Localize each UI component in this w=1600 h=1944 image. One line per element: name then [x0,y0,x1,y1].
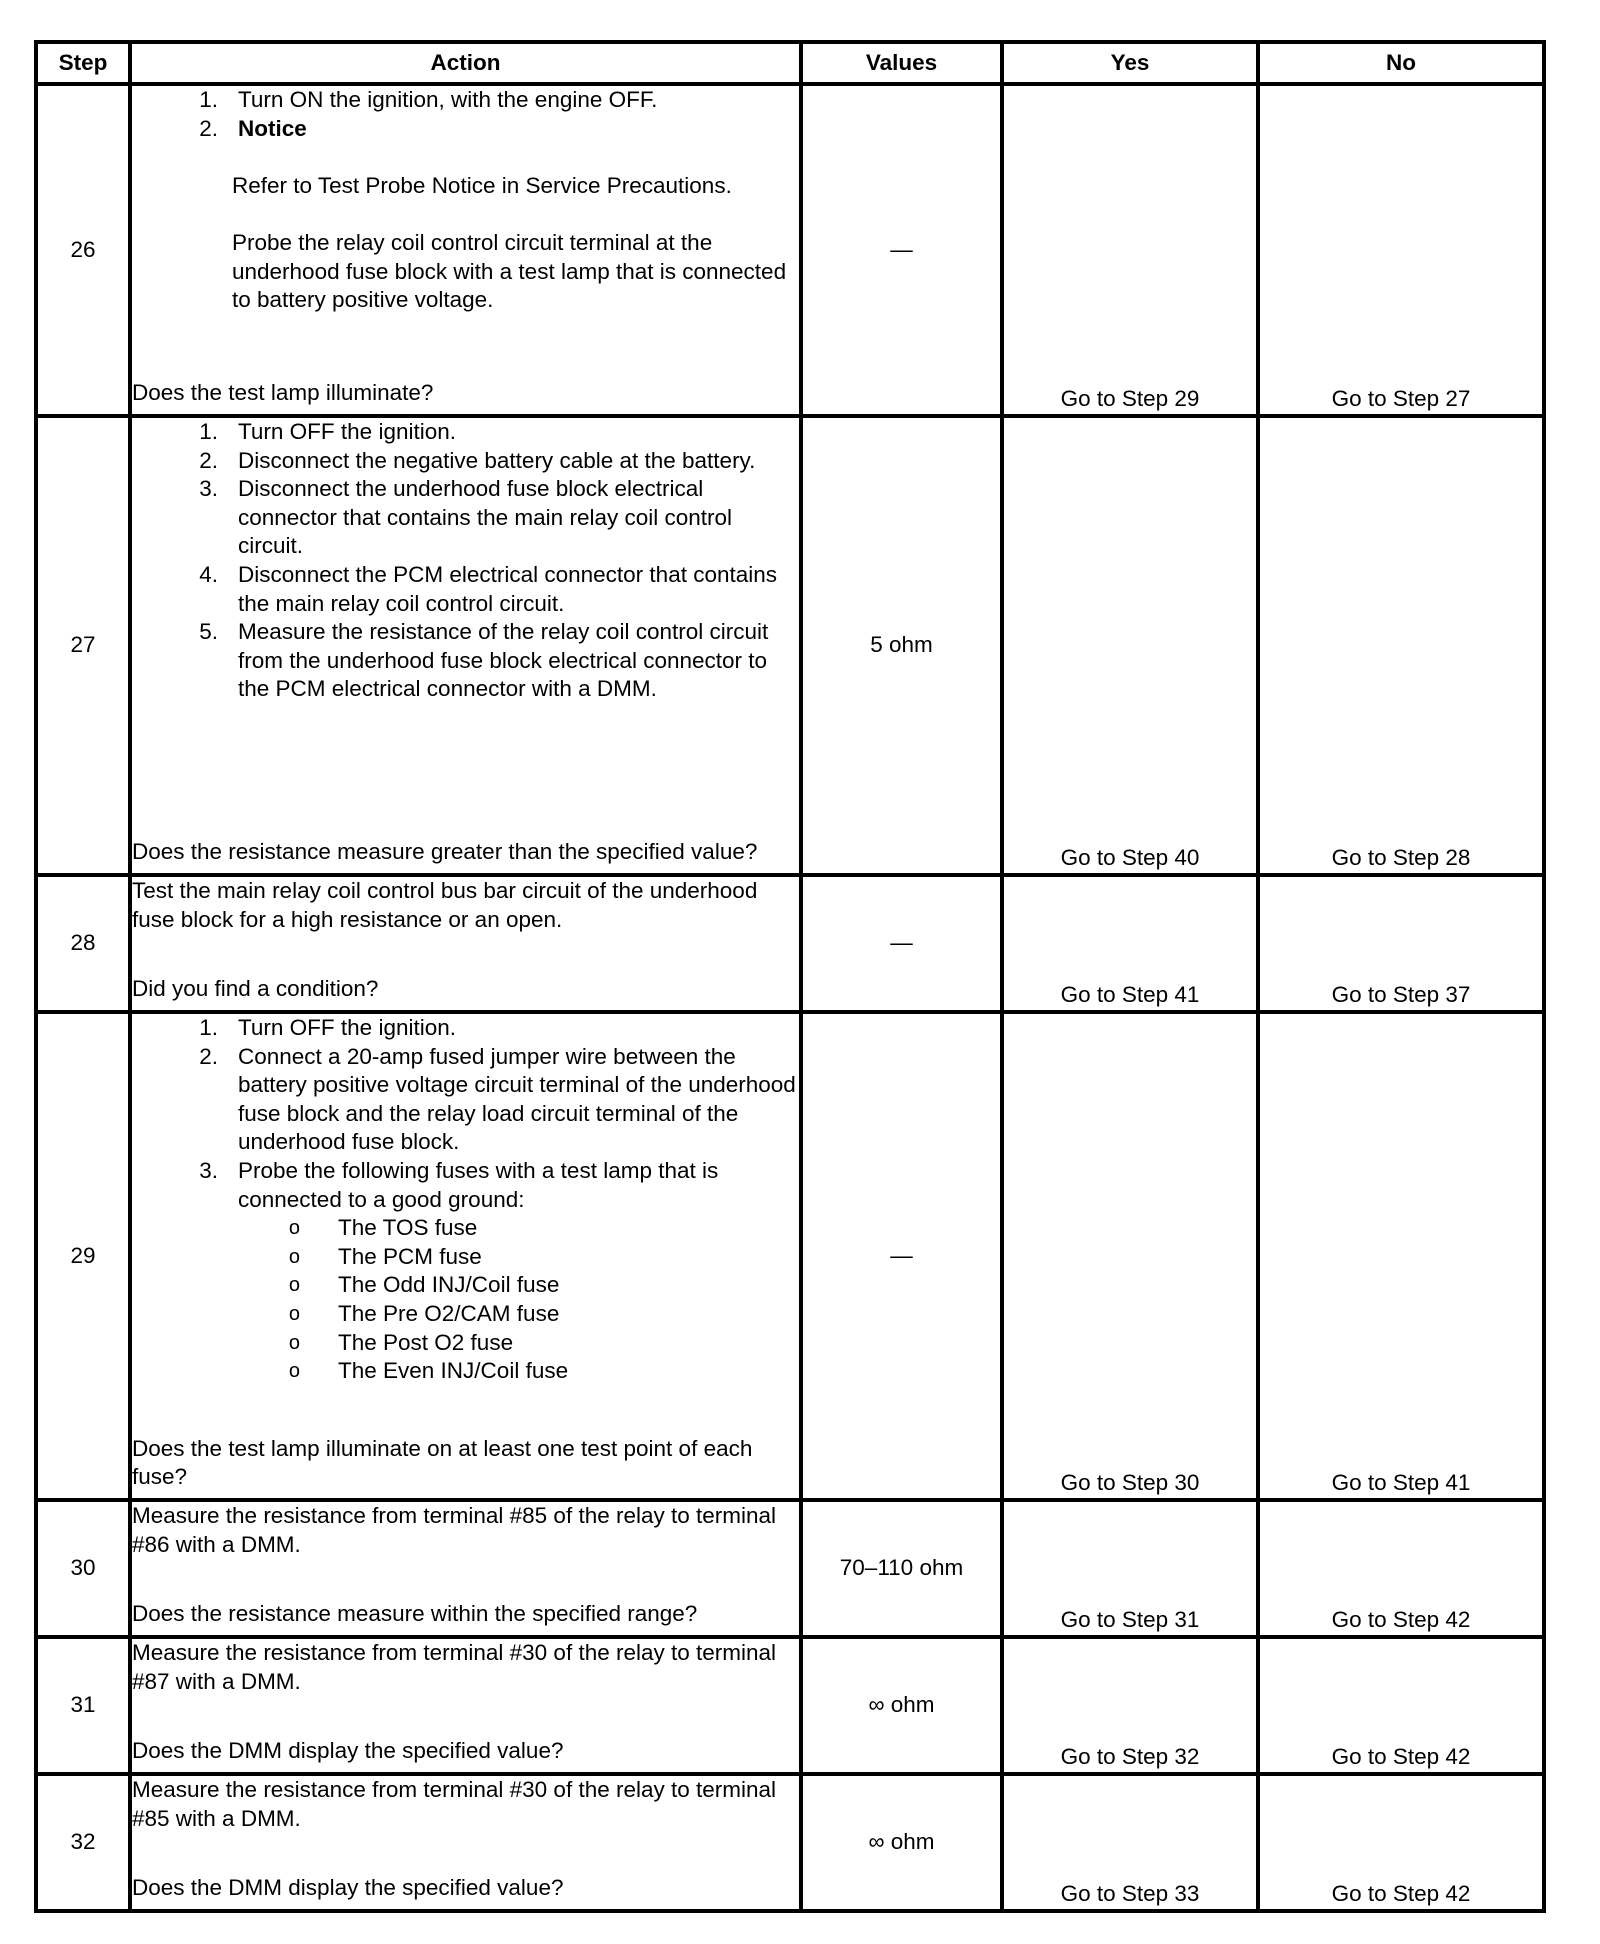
action-cell [130,1637,801,1774]
item-number: 1. [199,419,218,444]
value-cell: — [801,1012,1002,1500]
fuse-item [132,1214,799,1243]
question-text: Did you find a condition? [132,976,379,1002]
no-action: Go to Step 42 [1258,1774,1544,1911]
fuse-item [132,1271,799,1300]
item-text: Disconnect the PCM electrical connector that contains the main relay coil control circuit. [238,561,778,616]
no-action: Go to Step 28 [1258,416,1544,875]
header-yes: Yes [1002,42,1258,84]
notice-heading: Notice [238,115,307,141]
list-item [132,618,799,704]
item-number: 2. [199,1043,218,1069]
action-cell [130,84,801,416]
value-cell: ∞ ohm [801,1774,1002,1911]
fuse-name: The Post O2 fuse [338,1329,514,1355]
yes-action: Go to Step 29 [1002,84,1258,416]
no-action: Go to Step 42 [1258,1637,1544,1774]
step-number: 30 [36,1500,130,1637]
item-text: Turn OFF the ignition. [238,1015,457,1040]
list-item [132,418,799,447]
action-cell [130,1774,801,1911]
fuse-name: The PCM fuse [338,1243,482,1269]
table-row [36,875,1544,1012]
item-text: Turn ON the ignition, with the engine OFF. [238,87,658,112]
fuse-item [132,1357,799,1386]
fuse-name: The Odd INJ/Coil fuse [338,1272,560,1298]
bullet-icon: o [288,1217,300,1240]
header-row [36,42,1544,84]
step-number: 28 [36,875,130,1012]
item-number: 1. [199,1015,218,1040]
item-text: Disconnect the underhood fuse block electrical connector that contains the main relay coil control circuit. [238,476,733,559]
question-text: Does the DMM display the specified value? [132,1738,564,1764]
question-text: Does the resistance measure greater than the specified value? [132,839,758,865]
yes-action: Go to Step 41 [1002,875,1258,1012]
item-text: Turn OFF the ignition. [238,419,457,444]
table-row [36,1500,1544,1637]
action-cell [130,875,801,1012]
item-number: 2. [199,447,218,473]
value-cell: 70–110 ohm [801,1500,1002,1637]
action-text: Measure the resistance from terminal #85 of the relay to terminal #86 with a DMM. [132,1503,777,1557]
item-number: 4. [199,561,218,587]
question-text: Does the DMM display the specified value? [132,1875,564,1901]
item-text: Connect a 20-amp fused jumper wire between the battery positive voltage circuit terminal of the underhood fuse block and the relay load circuit terminal of the underhood fuse block. [238,1043,796,1155]
step-number: 32 [36,1774,130,1911]
question-text: Does the resistance measure within the specified range? [132,1601,698,1627]
action-cell [130,1500,801,1637]
fuse-item [132,1300,799,1329]
question-text: Does the test lamp illuminate? [132,380,434,406]
list-item [132,561,799,618]
no-action: Go to Step 42 [1258,1500,1544,1637]
list-item [132,475,799,561]
question-text: Does the test lamp illuminate on at least one test point of each fuse? [132,1435,753,1490]
item-number: 2. [199,115,218,141]
item-number: 5. [199,619,218,645]
item-number: 3. [199,476,218,502]
bullet-icon: o [288,1360,300,1383]
action-text: Measure the resistance from terminal #30 of the relay to terminal #85 with a DMM. [132,1777,777,1831]
fuse-item [132,1329,799,1358]
bullet-icon: o [288,1302,300,1325]
item-text: Probe the following fuses with a test lamp that is connected to a good ground: [238,1157,719,1212]
step-number: 26 [36,84,130,416]
list-item [132,1043,799,1157]
item-number: 3. [199,1157,218,1183]
list-item [132,115,799,144]
action-text: Test the main relay coil control bus bar circuit of the underhood fuse block for a high resistance or an open. [132,878,758,932]
table-row [36,1012,1544,1500]
list-item [132,1157,799,1214]
fuse-name: The Even INJ/Coil fuse [338,1358,569,1384]
no-action: Go to Step 27 [1258,84,1544,416]
probe-instruction: Probe the relay coil control circuit terminal at the underhood fuse block with a test lamp that is connected to battery positive voltage. [232,229,787,313]
no-action: Go to Step 41 [1258,1012,1544,1500]
step-number: 27 [36,416,130,875]
bullet-icon: o [288,1245,300,1268]
item-number: 1. [199,87,218,112]
value-cell: — [801,84,1002,416]
list-item [132,1014,799,1043]
list-item [132,86,799,115]
fuse-item [132,1243,799,1272]
action-cell [130,1012,801,1500]
yes-action: Go to Step 40 [1002,416,1258,875]
table-row [36,84,1544,416]
header-values: Values [801,42,1002,84]
fuse-name: The Pre O2/CAM fuse [338,1300,560,1326]
diagnostic-table [34,40,1546,1913]
yes-action: Go to Step 30 [1002,1012,1258,1500]
item-text: Measure the resistance of the relay coil control circuit from the underhood fuse block electrical connector to the PCM electrical connector with a DMM. [238,619,769,702]
value-cell: — [801,875,1002,1012]
item-text: Disconnect the negative battery cable at the battery. [238,447,756,473]
header-no: No [1258,42,1544,84]
notice-text: Refer to Test Probe Notice in Service Precautions. [232,172,732,198]
step-number: 31 [36,1637,130,1774]
value-cell: ∞ ohm [801,1637,1002,1774]
yes-action: Go to Step 32 [1002,1637,1258,1774]
action-text: Measure the resistance from terminal #30 of the relay to terminal #87 with a DMM. [132,1640,777,1694]
table-row [36,1637,1544,1774]
header-step: Step [36,42,130,84]
table-row [36,1774,1544,1911]
bullet-icon: o [288,1274,300,1297]
fuse-name: The TOS fuse [338,1215,478,1241]
table-row [36,416,1544,875]
action-cell [130,416,801,875]
yes-action: Go to Step 31 [1002,1500,1258,1637]
list-item [132,447,799,476]
step-number: 29 [36,1012,130,1500]
bullet-icon: o [288,1331,300,1354]
no-action: Go to Step 37 [1258,875,1544,1012]
yes-action: Go to Step 33 [1002,1774,1258,1911]
value-cell: 5 ohm [801,416,1002,875]
header-action: Action [130,42,801,84]
